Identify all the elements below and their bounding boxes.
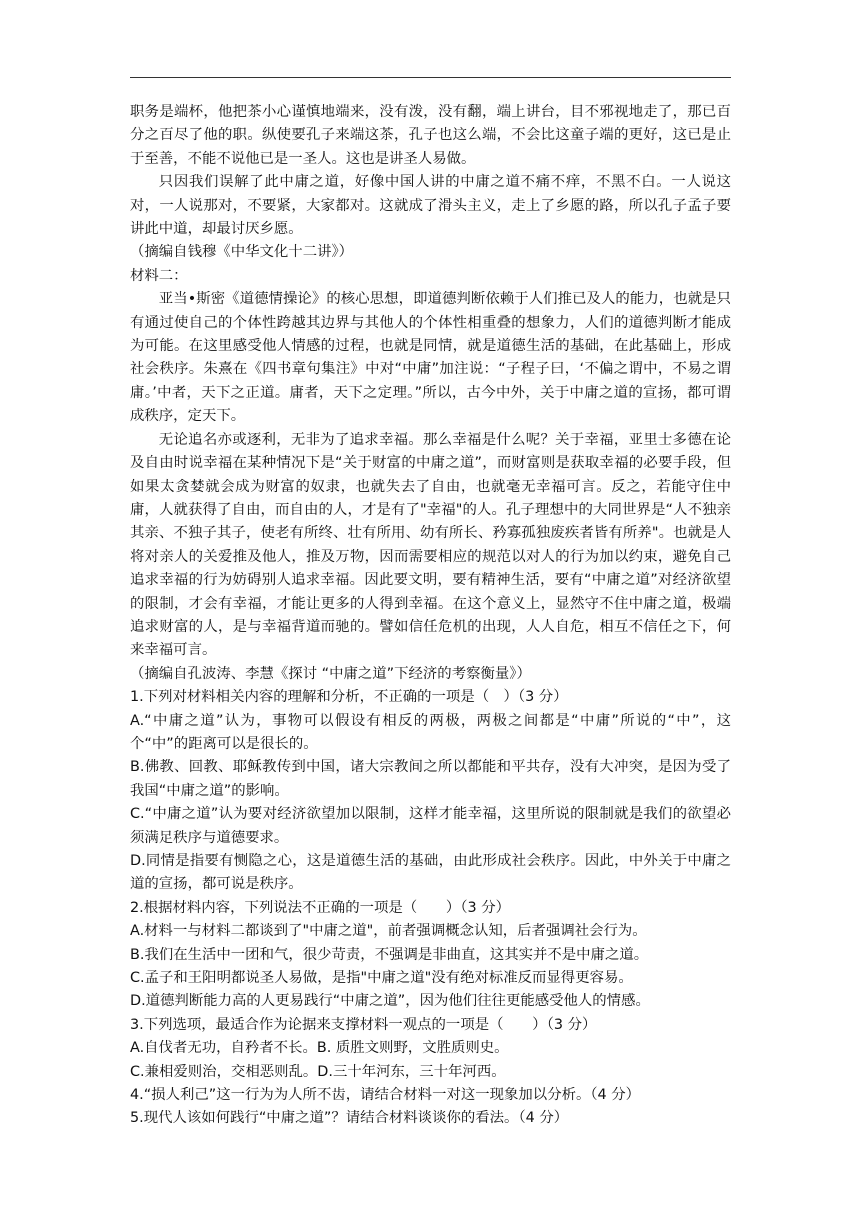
question: 5.现代人该如何践行“中庸之道”？请结合材料谈谈你的看法。（4 分） [130, 1110, 569, 1127]
question-option: A.材料一与材料二都谈到了"中庸之道"，前者强调概念认知，后者强调社会行为。 [130, 923, 647, 940]
source-citation: （摘编自孔波涛、李慧《探讨 “中庸之道”下经济的考察衡量》） [130, 665, 531, 682]
source-citation: （摘编自钱穆《中华文化十二讲》） [130, 244, 354, 261]
paragraph: 无论追名亦或逐利，无非为了追求幸福。那么幸福是什么呢？关于幸福，亚里士多德在论及自由时说幸福在某种情况下是“关于财富的中庸之道”，而财富则是获取幸福的必要手段，但如果太贪婪就会成为财富的奴隶，也就失去了自由，也就毫无幸福可言。反之，若能守住中庸，人就获得了自由，而自由的人，才是有了"幸福"的人。孔子理想中的大同世界是“人不独亲其亲、不独子其子，使老有所终、壮有所用、幼有所长、矜寡孤独废疾者皆有所养"。也就是人将对亲人的关爱推及他人，推及万物，因而需要相应的规范以对人的行为加以约束，避免自己追求幸福的行为妨碍别人追求幸福。因此要文明，要有精神生活，要有“中庸之道”对经济欲望的限制，才会有幸福，才能让更多的人得到幸福。在这个意义上，显然守不住中庸之道，极端追求财富的人，是与幸福背道而驰的。譬如信任危机的出现，人人自危，相互不信任之下，何来幸福可言。 [130, 431, 731, 659]
paragraph: 职务是端杯，他把茶小心谨慎地端来，没有泼，没有翻，端上讲台，目不邪视地走了，那已百分之百尽了他的职。纵使要孔子来端这茶，孔子也这么端，不会比这童子端的更好，这已是止于至善，不能不说他已是一圣人。这也是讲圣人易做。 [130, 104, 731, 167]
document-body [130, 101, 731, 1131]
question-option: B.我们在生活中一团和气，很少苛责，不强调是非曲直，这其实并不是中庸之道。 [130, 946, 649, 963]
question: 3.下列选项，最适合作为论据来支撑材料一观点的一项是（ ）（3 分） [130, 1016, 597, 1033]
question-option: C.“中庸之道”认为要对经济欲望加以限制，这样才能幸福，这里所说的限制就是我们的欲望必须满足秩序与道德要求。 [130, 806, 731, 846]
paragraph: 亚当•斯密《道德情操论》的核心思想，即道德判断依赖于人们推已及人的能力，也就是只有通过使自己的个体性跨越其边界与其他人的个体性相重叠的想象力，人们的道德判断才能成为可能。在这里感受他人情感的过程，也就是同情，就是道德生活的基础，在此基础上，形成社会秩序。朱熹在《四书章句集注》中对“中庸”加注说：“子程子曰，‘不偏之谓中，不易之谓庸。’中者，天下之正道。庸者，天下之定理。”所以，古今中外，关于中庸之道的宣扬，都可谓成秩序，定天下。 [130, 291, 731, 425]
question-option: B.佛教、回教、耶稣教传到中国，诸大宗教间之所以都能和平共存，没有大冲突，是因为受了我国“中庸之道”的影响。 [130, 759, 731, 799]
question-option: D.道德判断能力高的人更易践行“中庸之道”，因为他们往往更能感受他人的情感。 [130, 993, 650, 1010]
question-option: A.自伐者无功，自矜者不长。B. 质胜文则野，文胜质则史。 [130, 1040, 509, 1057]
question: 2.根据材料内容，下列说法不正确的一项是（ ）（3 分） [130, 899, 511, 916]
paragraph: 只因我们误解了此中庸之道，好像中国人讲的中庸之道不痛不痒，不黑不白。一人说这对，一人说那对，不要紧，大家都对。这就成了滑头主义，走上了乡愿的路，所以孔子孟子要讲此中道，却最讨厌乡愿。 [130, 174, 731, 238]
section-heading: 材料二： [130, 267, 188, 284]
question-option: D.同情是指要有恻隐之心，这是道德生活的基础，由此形成社会秩序。因此，中外关于中庸之道的宣扬，都可说是秩序。 [130, 853, 731, 893]
question: 1.下列对材料相关内容的理解和分析，不正确的一项是（ ）（3 分） [130, 689, 568, 706]
question: 4.“损人利己”这一行为为人所不齿，请结合材料一对这一现象加以分析。（4 分） [130, 1087, 641, 1104]
question-option: A.“中庸之道”认为，事物可以假设有相反的两极，两极之间都是“中庸”所说的“中”，这个“中”的距离可以是很长的。 [130, 712, 731, 752]
question-option: C.孟子和王阳明都说圣人易做，是指"中庸之道"没有绝对标准反而显得更容易。 [130, 970, 633, 987]
header-rule [130, 77, 731, 78]
question-option: C.兼相爱则治，交相恶则乱。D.三十年河东，三十年河西。 [130, 1063, 506, 1080]
